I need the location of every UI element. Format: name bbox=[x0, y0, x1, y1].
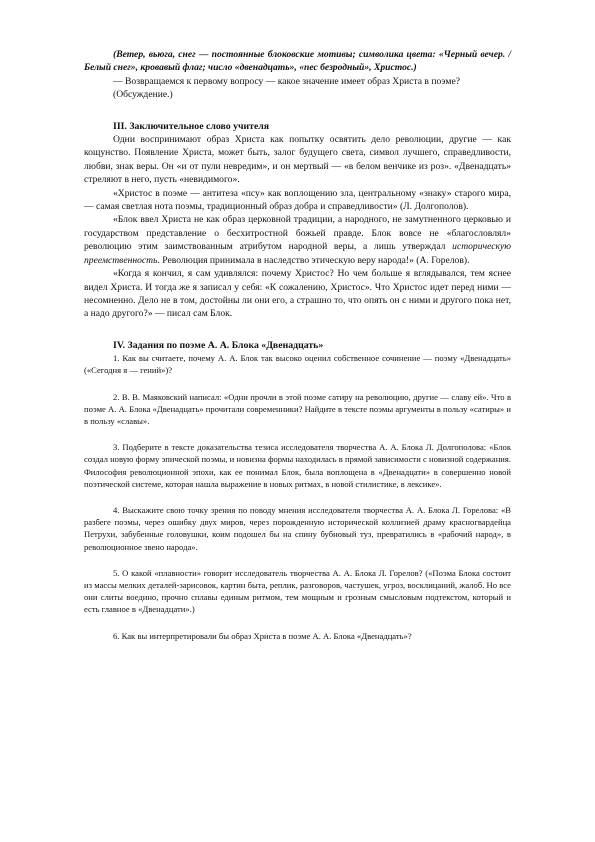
discussion-note: (Обсуждение.) bbox=[113, 89, 173, 101]
emphasis-text: историческую преемственность bbox=[84, 241, 511, 266]
task-item: 5. О какой «плавности» говорит исследователь творчества А. А. Блока Л. Горелов? («Поэма Блока состоит из массы мелких деталей-зарисовок, картин быта, реплик, разговоров, частушек, угроз, восклицаний, жалоб. Но все они слиты воедино, прочно сплавы единым ритмом, тем мощным и грозным смысловым подтекстом, который и есть главное в «Двенадцати».) bbox=[84, 567, 511, 615]
task-list bbox=[84, 352, 511, 642]
task-item: 3. Подберите в тексте доказательства тезиса исследователя творчества А. А. Блока Л. Долгополова: «Блок создал новую форму эпической поэмы, и новизна формы находилась в прямой зависимости с новизной содержания. Философия революционной эпохи, как ее понимал Блок, была воплощена в «Двенадцати» в совершенно новой поэтической системе, которая нашла выражение в новых ритмах, в новой стилистике, в лексике». bbox=[84, 442, 511, 489]
teacher-paragraph-3 bbox=[84, 213, 511, 267]
question-paragraph: — Возвращаемся к первому вопросу — какое значение имеет образ Христа в поэме? bbox=[113, 75, 460, 87]
teacher-paragraph-4: «Когда я кончил, я сам удивлялся: почему Христос? Но чем больше я вглядывался, тем яснее видел Христа. И тогда же я записал у себя: «К сожалению, Христос». Что Христос идет перед ними — несомненно. Дело не в том, достойны ли они его, а страшно то, что опять он с ними и другого пока нет, а надо другого?» — писал сам Блок. bbox=[84, 268, 511, 320]
teacher-paragraph-3-part-b: . Революция принимала в наследство этическую веру народа!» (А. Горелов). bbox=[157, 254, 470, 266]
teacher-paragraph-1: Одни воспринимают образ Христа как попытку освятить дело революции, другие — как кощунство. Появление Христа, может быть, залог будущего света, символ лучшего, справедливости, любви, знак веры. Он «и от пули невредим», и он мертвый — «в белом венчике из роз». «Двенадцать» стреляют в него, пусть «невидимого». bbox=[84, 134, 511, 186]
task-item: 2. В. В. Маяковский написал: «Одни прочли в этой поэме сатиру на революцию, другие — славу ей». Что в поэме А. А. Блока «Двенадцать» прочитали современники? Найдите в тексте поэмы аргументы в пользу «сатиры» и в пользу «славы». bbox=[84, 391, 511, 426]
section-3-heading: III. Заключительное слово учителя bbox=[113, 120, 270, 132]
teacher-paragraph-3-part-a: «Блок ввел Христа не как образ церковной традиции, а народного, не замутненного церковью и государством представление о бесхитростной божьей правде. Блок вовсе не «благословлял» революцию этим заимствованным атрибутом народной веры, а лишь утверждал bbox=[84, 214, 511, 253]
task-item: 1. Как вы считаете, почему А. А. Блок так высоко оценил собственное сочинение — поэму «Двенадцать» («Сегодня я — гений»)? bbox=[84, 353, 511, 376]
symbols-note: (Ветер, вьюга, снег — постоянные блоковские мотивы; символика цвета: «Черный вечер. / Белый снег», кровавый флаг; число «двенадцать», «пес безродный», Христос.) bbox=[84, 49, 511, 74]
section-4-heading: IV. Задания по поэме А. А. Блока «Двенадцать» bbox=[113, 339, 324, 351]
document-page bbox=[84, 48, 511, 642]
task-item: 4. Выскажите свою точку зрения по поводу мнения исследователя творчества А. А. Блока Л. Горелова: «В разбеге поэмы, через ошибку двух миров, через порожденную исторической коллизией драму красногвардейца Петрухи, забубенные головушки, коим подошел бы на спину бубновый туз, превратились в «рабочий народ», в революционное звено народа». bbox=[84, 504, 511, 552]
teacher-paragraph-2: «Христос в поэме — антитеза «псу» как воплощению зла, центральному «знаку» старого мира, — самая светлая нота поэмы, традиционный образ добра и справедливости» (Л. Долгополов). bbox=[84, 187, 511, 213]
task-item: 6. Как вы интерпретировали бы образ Христа в поэме А. А. Блока «Двенадцать»? bbox=[113, 630, 412, 641]
